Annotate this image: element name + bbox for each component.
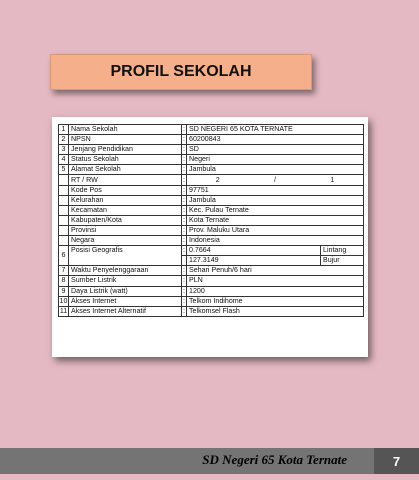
row-number	[59, 185, 69, 195]
row-label: Status Sekolah	[69, 155, 182, 165]
row-value: Prov. Maluku Utara	[187, 225, 364, 235]
table-row	[59, 185, 364, 195]
row-value: SD	[187, 145, 364, 155]
row-label: Kabupaten/Kota	[69, 215, 182, 225]
row-number	[59, 195, 69, 205]
row-number: 8	[59, 276, 69, 286]
table-row	[59, 296, 364, 306]
row-value: Jambula	[187, 195, 364, 205]
colon: :	[183, 155, 185, 164]
row-number: 7	[59, 266, 69, 276]
colon: :	[183, 145, 185, 154]
row-value: Telkom Indihome	[187, 296, 364, 306]
colon: :	[183, 205, 185, 214]
table-row	[59, 135, 364, 145]
row-number: 2	[59, 135, 69, 145]
colon: :	[183, 135, 185, 144]
colon: :	[183, 165, 185, 174]
latitude-value: 0.7664	[187, 246, 321, 256]
page-title: PROFIL SEKOLAH	[50, 54, 312, 90]
colon: :	[183, 266, 185, 275]
latitude-unit: Lintang	[321, 246, 364, 256]
table-row	[59, 125, 364, 135]
longitude-unit: Bujur	[321, 256, 364, 266]
row-value: Indonesia	[187, 236, 364, 246]
row-label: Provinsi	[69, 225, 182, 235]
colon: :	[183, 246, 185, 255]
colon: :	[183, 215, 185, 224]
row-number: 9	[59, 286, 69, 296]
row-number	[59, 215, 69, 225]
table-row	[59, 155, 364, 165]
table-row	[59, 215, 364, 225]
row-label: Kecamatan	[69, 205, 182, 215]
row-value: Telkomsel Flash	[187, 306, 364, 316]
profile-table	[58, 124, 364, 317]
table-row	[59, 246, 364, 256]
row-label: Alamat Sekolah	[69, 165, 182, 175]
colon: :	[183, 185, 185, 194]
row-label: Kelurahan	[69, 195, 182, 205]
row-value: 97751	[187, 185, 364, 195]
rt-rw-separator: /	[274, 175, 276, 184]
row-value: Jambula	[187, 165, 364, 175]
table-row	[59, 195, 364, 205]
colon: :	[183, 306, 185, 315]
row-number: 10	[59, 296, 68, 305]
row-label: Sumber Listrik	[69, 276, 182, 286]
table-row	[59, 236, 364, 246]
rt-rw-value	[187, 175, 364, 185]
row-label: Kode Pos	[69, 185, 182, 195]
rt-value: 2	[215, 175, 220, 184]
colon: :	[183, 175, 185, 184]
row-label: Jenjang Pendidikan	[69, 145, 182, 155]
table-row	[59, 225, 364, 235]
longitude-value: 127.3149	[187, 256, 321, 266]
row-label: Akses Internet Alternatif	[69, 306, 182, 316]
row-label: RT / RW	[69, 175, 182, 185]
row-label: Waktu Penyelenggaraan	[69, 266, 182, 276]
row-value: Negeri	[187, 155, 364, 165]
row-value: 60200843	[187, 135, 364, 145]
colon: :	[183, 296, 185, 305]
row-number: 6	[59, 246, 69, 266]
table-row	[59, 145, 364, 155]
row-label: Akses Internet	[69, 296, 182, 306]
row-label: Posisi Geografis	[69, 246, 182, 266]
row-value: Sehari Penuh/6 hari	[187, 266, 364, 276]
row-value: Kec. Pulau Ternate	[187, 205, 364, 215]
row-label: Negara	[69, 236, 182, 246]
colon: :	[183, 225, 185, 234]
colon: :	[183, 195, 185, 204]
rw-value: 1	[330, 175, 335, 184]
row-number: 3	[59, 145, 69, 155]
colon: :	[183, 125, 185, 134]
table-row	[59, 165, 364, 175]
table-row	[59, 266, 364, 276]
page-number: 7	[374, 448, 419, 474]
table-row	[59, 175, 364, 185]
footer-school-name: SD Negeri 65 Kota Ternate	[202, 452, 347, 467]
row-value: Kota Ternate	[187, 215, 364, 225]
footer-bar	[0, 448, 419, 474]
profile-card	[52, 117, 368, 357]
row-number: 11	[59, 306, 68, 315]
row-label: Daya Listrik (watt)	[69, 286, 182, 296]
row-number: 4	[59, 155, 69, 165]
row-value: 1200	[187, 286, 364, 296]
row-label: Nama Sekolah	[69, 125, 182, 135]
row-value: PLN	[187, 276, 364, 286]
colon: :	[183, 236, 185, 245]
table-row	[59, 286, 364, 296]
row-value: SD NEGERI 65 KOTA TERNATE	[187, 125, 364, 135]
row-number: 5	[59, 165, 69, 175]
row-number	[59, 225, 69, 235]
row-number	[59, 236, 69, 246]
table-row	[59, 205, 364, 215]
table-row	[59, 276, 364, 286]
table-row	[59, 306, 364, 316]
row-label: NPSN	[69, 135, 182, 145]
colon: :	[183, 276, 185, 285]
row-number: 1	[59, 125, 69, 135]
colon: :	[183, 286, 185, 295]
row-number	[59, 175, 69, 185]
row-number	[59, 205, 69, 215]
